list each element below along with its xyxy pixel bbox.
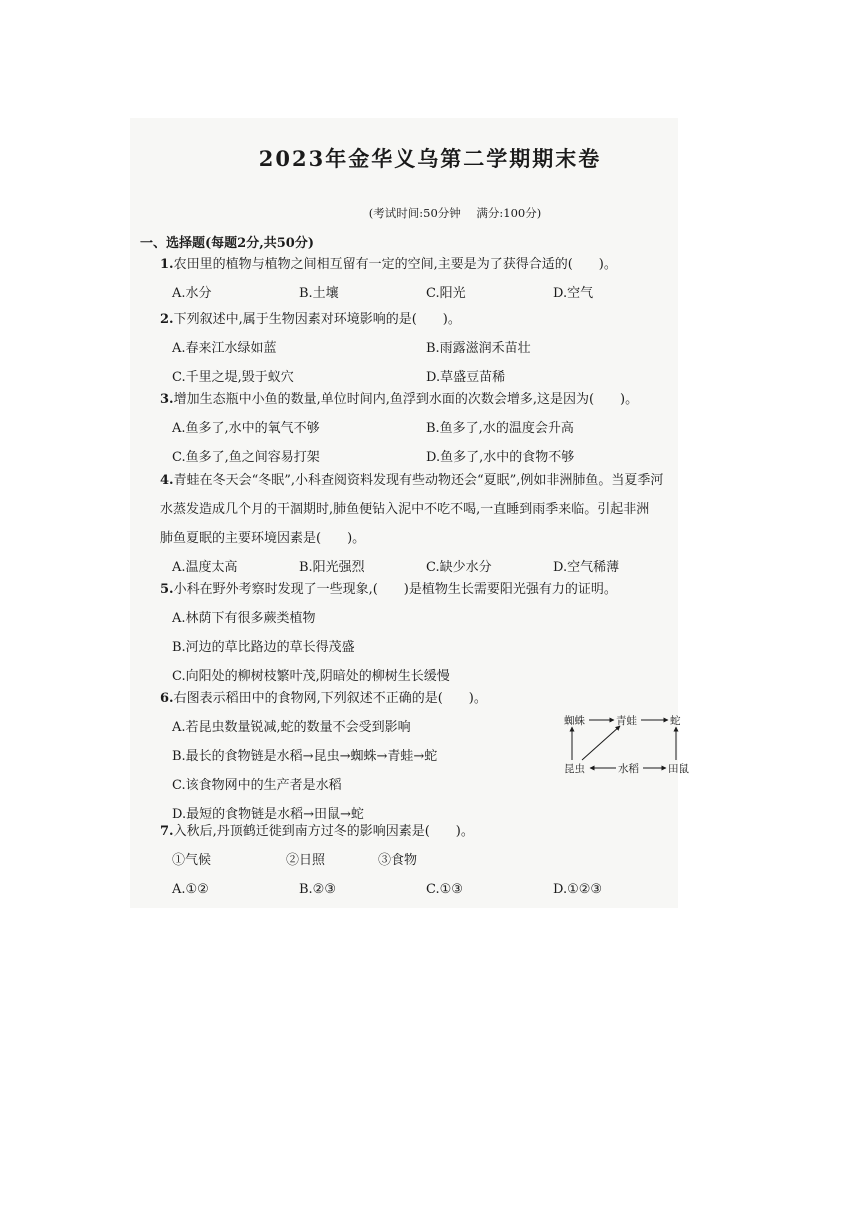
option-d[interactable]: D.草盛豆苗稀 (426, 370, 506, 385)
question-stem-line: 水蒸发造成几个月的干涸期时,肺鱼便钻入泥中不吃不喝,一直睡到雨季来临。引起非洲 (160, 502, 650, 517)
question-2 (160, 305, 680, 392)
question-5 (160, 575, 680, 691)
exam-time: (考试时间:50分钟 (368, 206, 461, 220)
option-b[interactable]: B.最长的食物链是水稻→昆虫→蜘蛛→青蛙→蛇 (172, 749, 438, 764)
question-stem: 5.小科在野外考察时发现了一些现象,( )是植物生长需要阳光强有力的证明。 (160, 582, 617, 597)
option-a[interactable]: A.若昆虫数量锐减,蛇的数量不会受到影响 (172, 720, 411, 735)
option-list (160, 604, 680, 691)
option-row (160, 279, 680, 308)
node-field-mouse: 田鼠 (668, 763, 689, 775)
option-b[interactable]: B.②③ (299, 882, 336, 897)
option-d[interactable]: D.最短的食物链是水稻→田鼠→蛇 (172, 807, 364, 822)
option-b[interactable]: B.鱼多了,水的温度会升高 (426, 421, 574, 436)
option-a[interactable]: A.水分 (172, 286, 212, 301)
question-7 (160, 817, 680, 904)
question-3 (160, 385, 680, 472)
question-stem: 2.下列叙述中,属于生物因素对环境影响的是( )。 (160, 312, 461, 327)
section-heading: 一、选择题(每题2分,共50分) (140, 236, 314, 251)
node-rice: 水稻 (618, 763, 639, 775)
option-a[interactable]: A.春来江水绿如蓝 (172, 341, 277, 356)
factor-row (160, 846, 680, 875)
option-b[interactable]: B.阳光强烈 (299, 560, 365, 575)
option-d[interactable]: D.空气 (553, 286, 594, 301)
option-d[interactable]: D.①②③ (553, 882, 603, 897)
option-a[interactable]: A.鱼多了,水中的氧气不够 (172, 421, 320, 436)
option-a[interactable]: A.①② (172, 882, 209, 897)
option-c[interactable]: C.千里之堤,毁于蚁穴 (172, 370, 294, 385)
exam-meta (0, 205, 860, 221)
option-row (160, 414, 680, 443)
factor-3: ③食物 (378, 853, 418, 868)
question-4 (160, 466, 680, 582)
question-1 (160, 250, 680, 308)
option-b[interactable]: B.雨露滋润禾苗壮 (426, 341, 531, 356)
node-frog: 青蛙 (616, 715, 637, 727)
option-c[interactable]: C.阳光 (426, 286, 466, 301)
question-stem: 1.农田里的植物与植物之间相互留有一定的空间,主要是为了获得合适的( )。 (160, 257, 617, 272)
question-stem-line: 肺鱼夏眠的主要环境因素是( )。 (160, 531, 366, 546)
food-web-diagram (560, 712, 700, 782)
option-a[interactable]: A.林荫下有很多蕨类植物 (172, 611, 316, 626)
node-spider: 蜘蛛 (564, 715, 585, 727)
factor-1: ①气候 (172, 853, 212, 868)
option-d[interactable]: D.空气稀薄 (553, 560, 620, 575)
question-stem: 6.右图表示稻田中的食物网,下列叙述不正确的是( )。 (160, 691, 487, 706)
option-b[interactable]: B.河边的草比路边的草长得茂盛 (172, 640, 355, 655)
exam-title: 2023年金华义乌第二学期期末卷 (258, 146, 602, 171)
option-c[interactable]: C.鱼多了,鱼之间容易打架 (172, 450, 320, 465)
arrow-insect-frog (582, 726, 620, 760)
node-snake: 蛇 (670, 715, 681, 727)
node-insect: 昆虫 (564, 763, 585, 775)
option-a[interactable]: A.温度太高 (172, 560, 238, 575)
option-d[interactable]: D.鱼多了,水中的食物不够 (426, 450, 575, 465)
option-c[interactable]: C.向阳处的柳树枝繁叶茂,阴暗处的柳树生长缓慢 (172, 669, 450, 684)
option-b[interactable]: B.土壤 (299, 286, 339, 301)
question-stem: 3.增加生态瓶中小鱼的数量,单位时间内,鱼浮到水面的次数会增多,这是因为( )。 (160, 392, 639, 407)
question-stem: 4.青蛙在冬天会“冬眠”,小科查阅资料发现有些动物还会“夏眠”,例如非洲肺鱼。当夏季河 (160, 473, 664, 488)
option-c[interactable]: C.①③ (426, 882, 463, 897)
option-row (160, 334, 680, 363)
factor-2: ②日照 (286, 853, 326, 868)
question-stem: 7.入秋后,丹顶鹤迁徙到南方过冬的影响因素是( )。 (160, 824, 474, 839)
option-row (160, 875, 680, 904)
option-c[interactable]: C.缺少水分 (426, 560, 492, 575)
exam-score: 满分:100分) (476, 206, 542, 220)
option-c[interactable]: C.该食物网中的生产者是水稻 (172, 778, 342, 793)
